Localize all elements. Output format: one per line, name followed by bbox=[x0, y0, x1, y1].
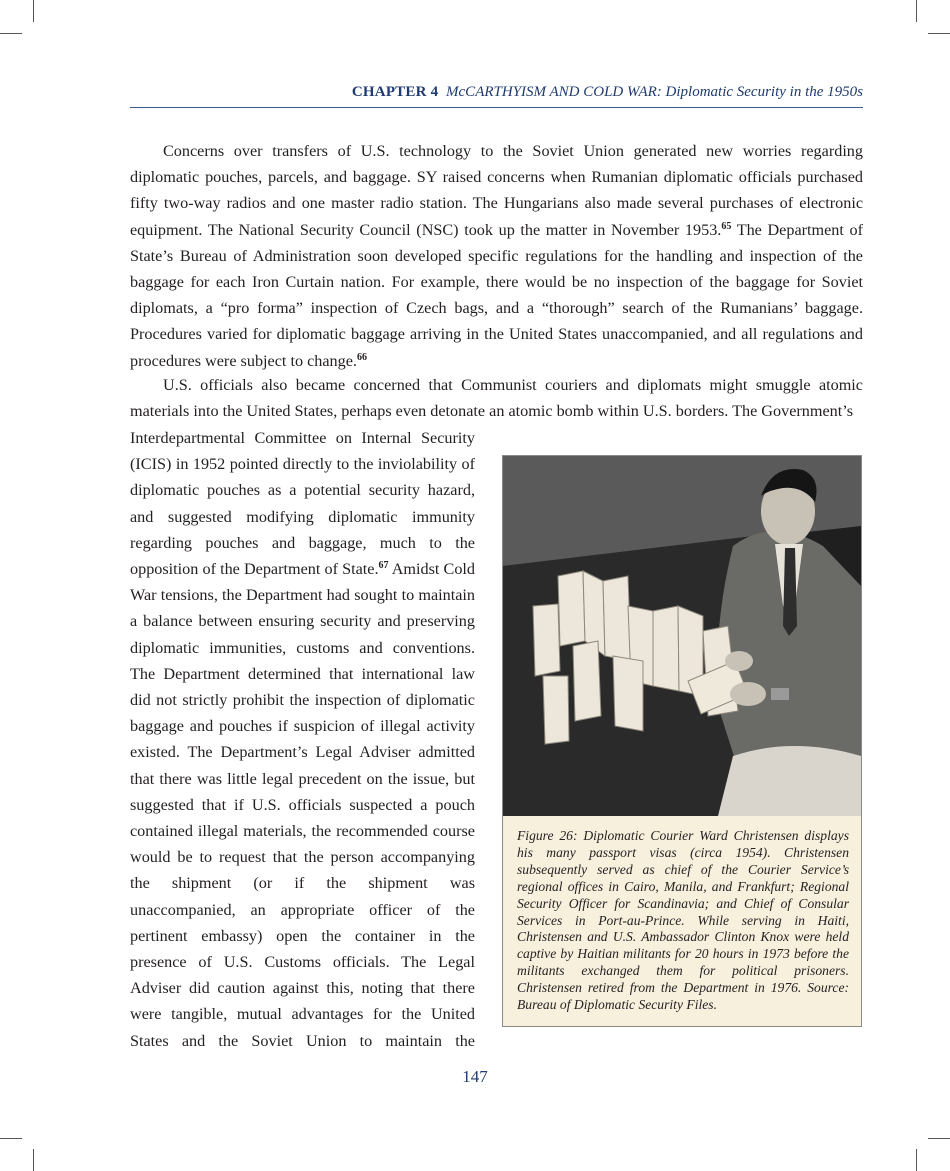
paragraph-2-continued-text-a: Interdepartmental Committee on Internal Security (ICIS) in 1952 pointed directly to the inviolability of diplomatic pouches as a potential security hazard, and suggested modifying diplomatic immunity regarding pouches and baggage, much to the opposition of the Department of State. bbox=[130, 429, 475, 579]
paragraph-1 bbox=[130, 138, 863, 374]
courier-photo bbox=[503, 456, 861, 816]
crop-mark-bottom-right bbox=[916, 1149, 917, 1171]
chapter-title: McCARTHYISM AND COLD WAR: Diplomatic Security in the 1950s bbox=[446, 84, 863, 100]
footnote-ref-67[interactable]: 67 bbox=[378, 560, 389, 572]
crop-mark-bottom-right-h bbox=[928, 1138, 950, 1139]
header-rule bbox=[130, 107, 863, 108]
figure-caption: Figure 26: Diplomatic Courier Ward Christensen displays his many passport visas (circa 1954). Christensen subsequently served as chief of the Courier Service’s regional offices in Cairo, Manila, and Frankfurt; Regional Security Officer for Scandinavia; and Chief of Consular Services in Port-au-Prince. While serving in Haiti, Christensen and U.S. Ambassador Clinton Knox were held captive by Haitian militants for 20 hours in 1973 before the militants exchanged them for political prisoners. Christensen retired from the Department in 1976. Source: Bureau of Diplomatic Security Files. bbox=[517, 828, 849, 1013]
crop-mark-top-left bbox=[33, 0, 34, 22]
paragraph-2-continued bbox=[130, 425, 475, 1054]
chapter-label: CHAPTER 4 bbox=[351, 84, 439, 100]
running-header bbox=[130, 84, 863, 101]
page-number: 147 bbox=[462, 1067, 488, 1086]
crop-mark-top-right-h bbox=[928, 33, 950, 34]
figure-26 bbox=[502, 455, 862, 1027]
footnote-ref-66[interactable]: 66 bbox=[356, 351, 367, 363]
crop-mark-top-right bbox=[916, 0, 917, 22]
footnote-ref-65[interactable]: 65 bbox=[721, 220, 732, 232]
paragraph-2-text: U.S. officials also became concerned that Communist couriers and diplomats might smuggle atomic materials into the United States, perhaps even detonate an atomic bomb within U.S. borders. The Government’s bbox=[130, 376, 863, 421]
paragraph-1-text-a: Concerns over transfers of U.S. technology to the Soviet Union generated new worries regarding diplomatic pouches, parcels, and baggage. SY raised concerns when Rumanian diplomatic officials purchased fifty two-way radios and one master radio station. The Hungarians also made several purchases of electronic equipment. The National Security Council (NSC) took up the matter in November 1953. bbox=[130, 142, 863, 239]
paragraph-2 bbox=[130, 372, 863, 424]
paragraph-2-continued-text-b: Amidst Cold War tensions, the Department had sought to maintain a balance between ensuring security and preserving diplomatic immunities, customs and conventions. The Department determined that international law did not strictly prohibit the inspection of diplomatic baggage and pouches if suspicion of illegal activity existed. The Department’s Legal Adviser admitted that there was little legal precedent on the issue, but suggested that if U.S. officials suspected a pouch contained illegal materials, the recommended course would be to request that the person accompanying the shipment (or if the shipment was unaccompanied, an appropriate officer of the pertinent embassy) open the container in the presence of U.S. Customs officials. The Legal Adviser did caution against this, noting that there were tangible, mutual advantages for the United States and the Soviet Union to maintain the bbox=[130, 560, 476, 1050]
crop-mark-bottom-left-h bbox=[0, 1138, 22, 1139]
crop-mark-bottom-left bbox=[33, 1149, 34, 1171]
crop-mark-top-left-h bbox=[0, 33, 22, 34]
paragraph-1-text-b: The Department of State’s Bureau of Administration soon developed specific regulations for the handling and inspection of the baggage for each Iron Curtain nation. For example, there would be no inspection of the baggage for Soviet diplomats, a “pro forma” inspection of Czech bags, and a “thorough” search of the Rumanians’ baggage. Procedures varied for diplomatic baggage arriving in the United States unaccompanied, and all regulations and procedures were subject to change. bbox=[130, 220, 863, 370]
